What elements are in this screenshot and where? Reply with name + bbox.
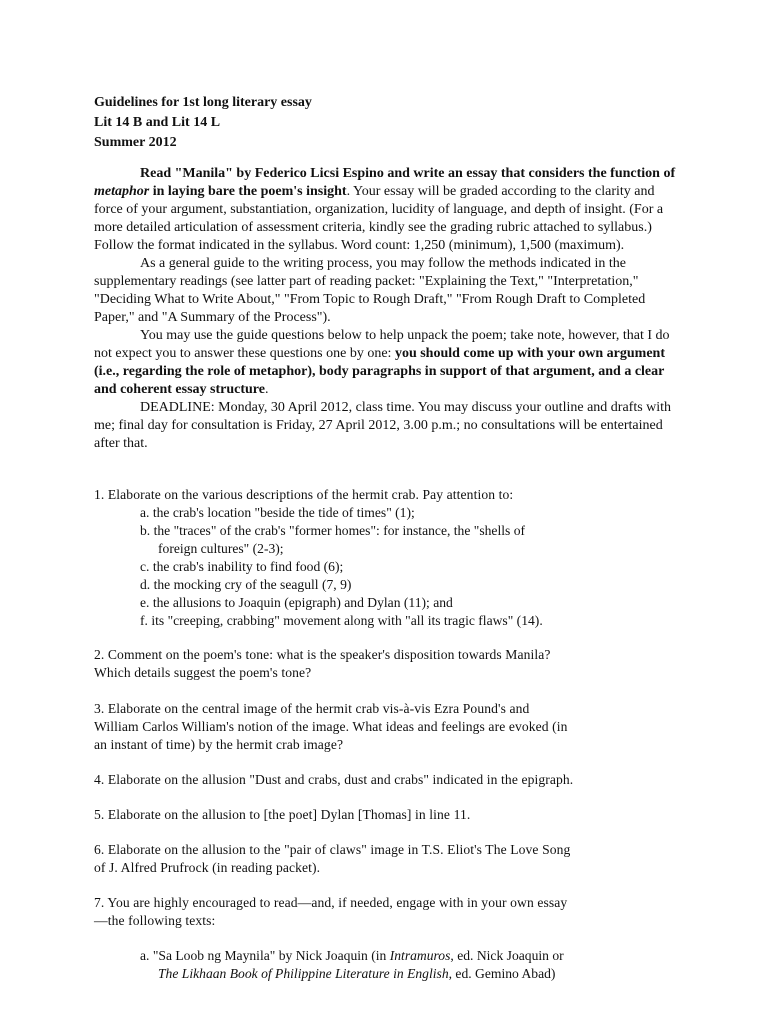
guide-paragraph: As a general guide to the writing process, you may follow the methods indicated in the supplementary readings (see latter part of reading packet: "Explaining the Text," "Interpretation," "Deciding What to Write About," "From Topic to Rough Draft," "From Rough Draft to Completed Paper," and "A Summary of the Process"). xyxy=(94,256,646,325)
header-term: Summer 2012 xyxy=(94,135,177,150)
list-item xyxy=(140,947,660,965)
question-7-line: —the following texts: xyxy=(94,913,216,928)
question-3 xyxy=(94,700,694,754)
question-2-line: Which details suggest the poem's tone? xyxy=(94,665,312,680)
intro-bold-lead: Read "Manila" by Federico Licsi Espino and write an essay that considers the function of xyxy=(140,166,676,181)
question-3-line: 3. Elaborate on the central image of the hermit crab vis-à-vis Ezra Pound's and xyxy=(94,701,530,716)
questions-intro-plain: You may use the guide questions below to help unpack the poem; take note, however, that I do not expect you to answer these questions one by one: xyxy=(94,328,670,361)
list-item: f. its "creeping, crabbing" movement along with "all its tragic flaws" (14). xyxy=(140,613,543,628)
question-7 xyxy=(94,894,694,930)
question-6-line: of J. Alfred Prufrock (in reading packet). xyxy=(94,860,321,875)
question-4 xyxy=(94,771,694,789)
list-item: c. the crab's inability to find food (6); xyxy=(140,559,344,574)
intro-paragraph xyxy=(94,165,678,255)
item-a-title-italic: Intramuros xyxy=(389,948,451,963)
item-a-book-end: , ed. Gemino Abad) xyxy=(448,966,556,981)
item-a-text: a. "Sa Loob ng Maynila" by Nick Joaquin (in xyxy=(140,948,390,963)
question-2-line: 2. Comment on the poem's tone: what is the speaker's disposition towards Manila? xyxy=(94,647,551,662)
list-item xyxy=(140,965,660,983)
question-1-text: 1. Elaborate on the various descriptions of the hermit crab. Pay attention to: xyxy=(94,487,514,502)
header-title: Guidelines for 1st long literary essay xyxy=(94,95,312,110)
question-5 xyxy=(94,806,694,824)
header-course: Lit 14 B and Lit 14 L xyxy=(94,115,221,130)
list-item: e. the allusions to Joaquin (epigraph) and Dylan (11); and xyxy=(140,595,453,610)
document-header xyxy=(94,93,312,153)
item-a-text-end: , ed. Nick Joaquin or xyxy=(450,948,564,963)
intro-rest: . Your essay will be graded according to the clarity and force of your argument, substantiation, organization, lucidity of language, and depth of insight. (For a more detailed articulation of assessment criteria, kindly see the grading rubric attached to syllabus.) Follow the format indicated in the syllabus. Word count: 1,250 (minimum), 1,500 (maximum). xyxy=(94,184,664,253)
questions-intro-end: . xyxy=(264,382,269,397)
instructions-body xyxy=(94,165,678,453)
list-item: a. the crab's location "beside the tide of times" (1); xyxy=(140,505,415,520)
question-7-line: 7. You are highly encouraged to read—and, if needed, engage with in your own essay xyxy=(94,895,568,910)
list-item: foreign cultures" (2-3); xyxy=(158,541,284,556)
list-item: d. the mocking cry of the seagull (7, 9) xyxy=(140,577,352,592)
item-a-book-italic: The Likhaan Book of Philippine Literature in English xyxy=(158,966,449,981)
questions-intro-paragraph xyxy=(94,327,678,399)
intro-bold-italic: metaphor xyxy=(94,184,150,199)
list-item: b. the "traces" of the crab's "former homes": for instance, the "shells of xyxy=(140,523,526,538)
question-7-item-a xyxy=(140,947,660,983)
question-2 xyxy=(94,646,694,682)
intro-bold-tail: in laying bare the poem's insight xyxy=(149,184,347,199)
question-5-line: 5. Elaborate on the allusion to [the poet] Dylan [Thomas] in line 11. xyxy=(94,807,471,822)
question-3-line: an instant of time) by the hermit crab image? xyxy=(94,737,344,752)
questions-intro-bold: you should come up with your own argument (i.e., regarding the role of metaphor), body paragraphs in support of that argument, and a clear and coherent essay structure xyxy=(94,346,665,397)
question-3-line: William Carlos William's notion of the image. What ideas and feelings are evoked (in xyxy=(94,719,568,734)
question-1-items xyxy=(140,504,660,630)
deadline-paragraph: DEADLINE: Monday, 30 April 2012, class time. You may discuss your outline and drafts with me; final day for consultation is Friday, 27 April 2012, 3.00 p.m.; no consultations will be entertained after that. xyxy=(94,400,672,451)
question-6-line: 6. Elaborate on the allusion to the "pair of claws" image in T.S. Eliot's The Love Song xyxy=(94,842,571,857)
question-4-line: 4. Elaborate on the allusion "Dust and crabs, dust and crabs" indicated in the epigraph. xyxy=(94,772,574,787)
question-1 xyxy=(94,486,694,504)
question-6 xyxy=(94,841,694,877)
